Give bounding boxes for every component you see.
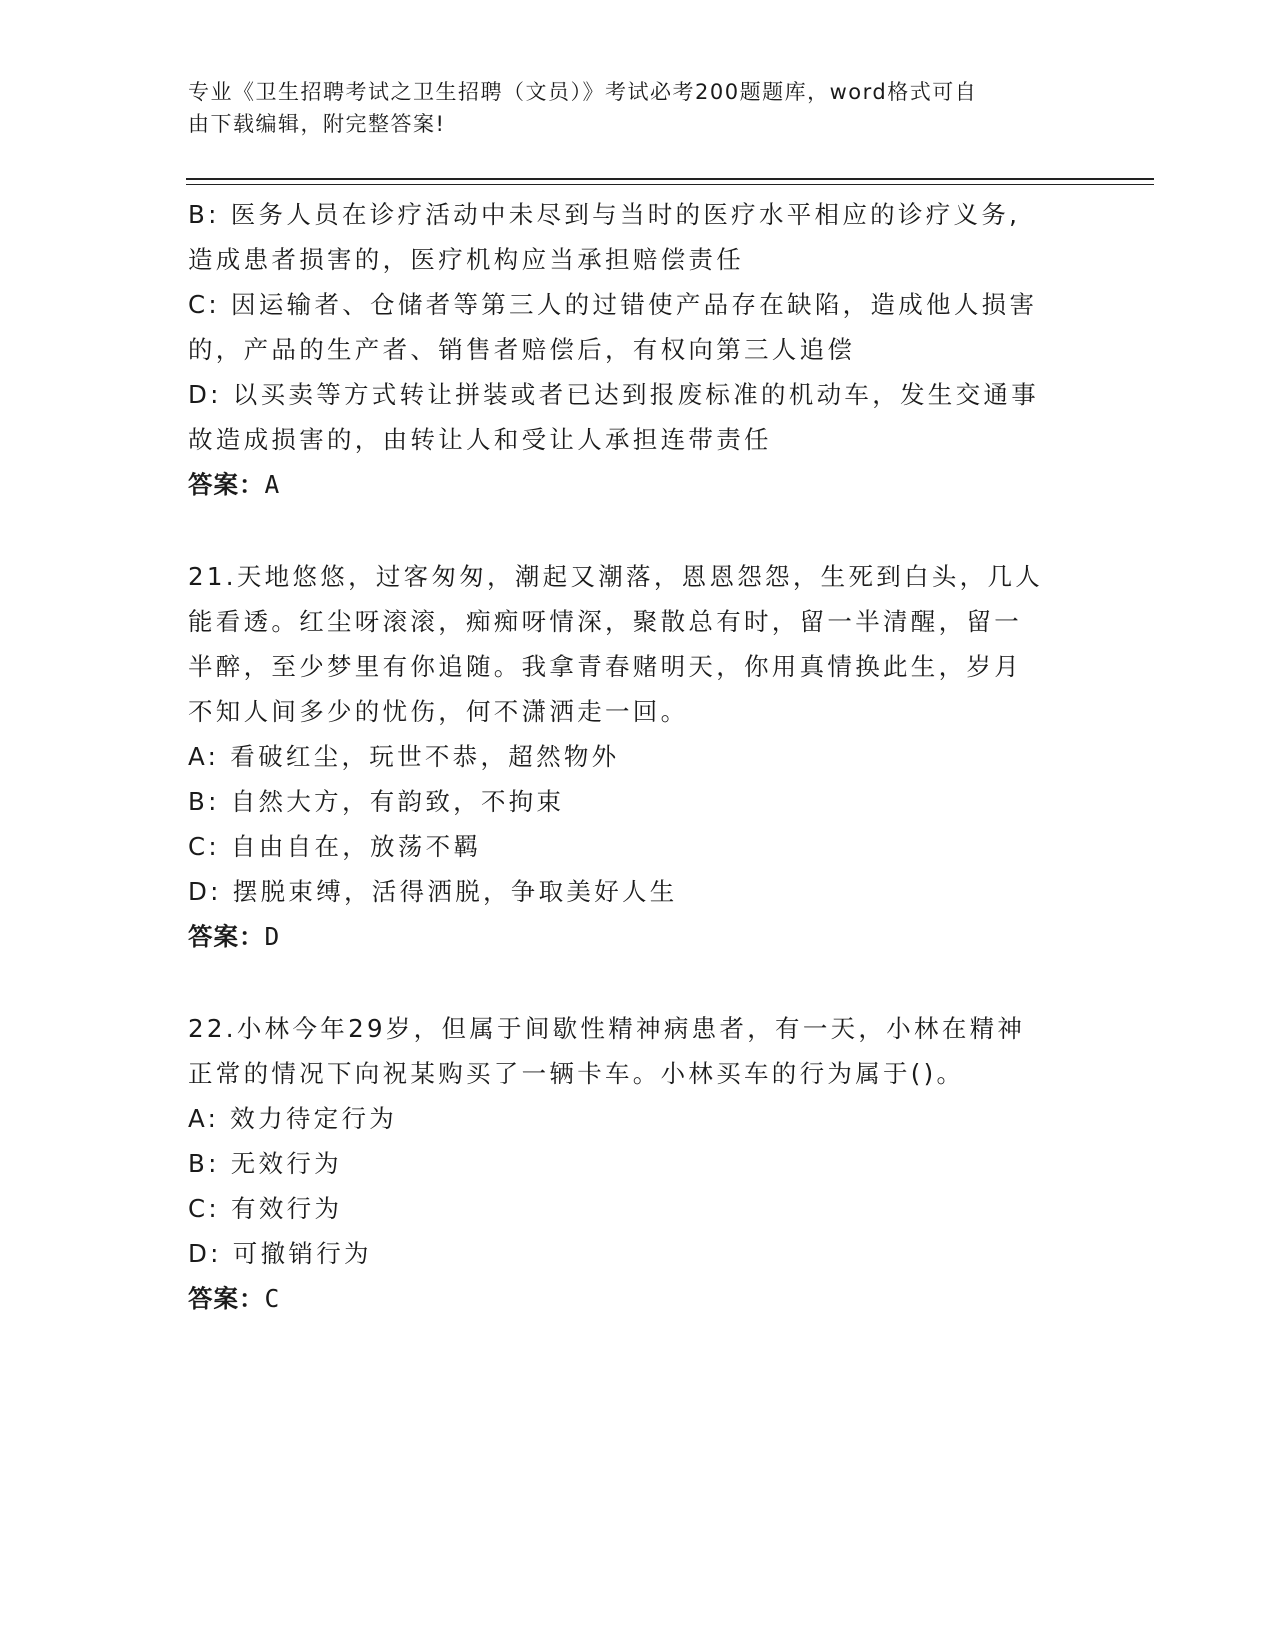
question-22-block [188, 1006, 1088, 1321]
prev-question-block [188, 192, 1088, 507]
question-stem-line-3: 半醉，至少梦里有你追随。我拿青春赌明天，你用真情换此生，岁月 [188, 652, 1022, 681]
option-c: C: 有效行为 [188, 1194, 343, 1223]
option-c-line-2: 的，产品的生产者、销售者赔偿后，有权向第三人追偿 [188, 335, 856, 364]
question-21-block [188, 554, 1088, 959]
header-title-line-2: 由下载编辑，附完整答案! [188, 112, 446, 136]
option-c-line-1: C: 因运输者、仓储者等第三人的过错使产品存在缺陷，造成他人损害 [188, 290, 1038, 319]
answer-line [188, 462, 1088, 507]
answer-value: A [264, 470, 281, 499]
option-b: B: 无效行为 [188, 1149, 342, 1178]
question-stem-line-2: 正常的情况下向祝某购买了一辆卡车。小林买车的行为属于()。 [188, 1059, 965, 1088]
option-d-line-1: D: 以买卖等方式转让拼装或者已达到报废标准的机动车，发生交通事 [188, 380, 1040, 409]
header-divider-thick [186, 178, 1154, 180]
option-a: A: 效力待定行为 [188, 1104, 398, 1133]
answer-line [188, 1276, 1088, 1321]
answer-label: 答案： [188, 470, 265, 499]
option-b-line-2: 造成患者损害的，医疗机构应当承担赔偿责任 [188, 245, 744, 274]
option-d-line-2: 故造成损害的，由转让人和受让人承担连带责任 [188, 425, 772, 454]
question-stem-line-2: 能看透。红尘呀滚滚，痴痴呀情深，聚散总有时，留一半清醒，留一 [188, 607, 1022, 636]
question-stem-line-1: 22.小林今年29岁，但属于间歇性精神病患者，有一天，小林在精神 [188, 1014, 1026, 1043]
option-d: D: 可撤销行为 [188, 1239, 372, 1268]
header-title-line-1: 专业《卫生招聘考试之卫生招聘（文员）》考试必考200题题库，word格式可自 [188, 80, 978, 104]
header-divider-thin [186, 184, 1154, 185]
option-d: D: 摆脱束缚，活得洒脱，争取美好人生 [188, 877, 678, 906]
document-body [188, 192, 1088, 1321]
option-b: B: 自然大方，有韵致，不拘束 [188, 787, 565, 816]
question-stem-line-4: 不知人间多少的忧伤，何不潇洒走一回。 [188, 697, 689, 726]
option-b-line-1: B: 医务人员在诊疗活动中未尽到与当时的医疗水平相应的诊疗义务, [188, 200, 1021, 229]
option-c: C: 自由自在，放荡不羁 [188, 832, 482, 861]
answer-label: 答案： [188, 922, 265, 951]
question-stem-line-1: 21.天地悠悠，过客匆匆，潮起又潮落，恩恩怨怨，生死到白头，几人 [188, 562, 1044, 591]
answer-label: 答案： [188, 1284, 265, 1313]
document-header [188, 76, 1068, 140]
answer-line [188, 914, 1088, 959]
answer-value: D [264, 922, 281, 951]
option-a: A: 看破红尘，玩世不恭，超然物外 [188, 742, 620, 771]
answer-value: C [264, 1284, 281, 1313]
